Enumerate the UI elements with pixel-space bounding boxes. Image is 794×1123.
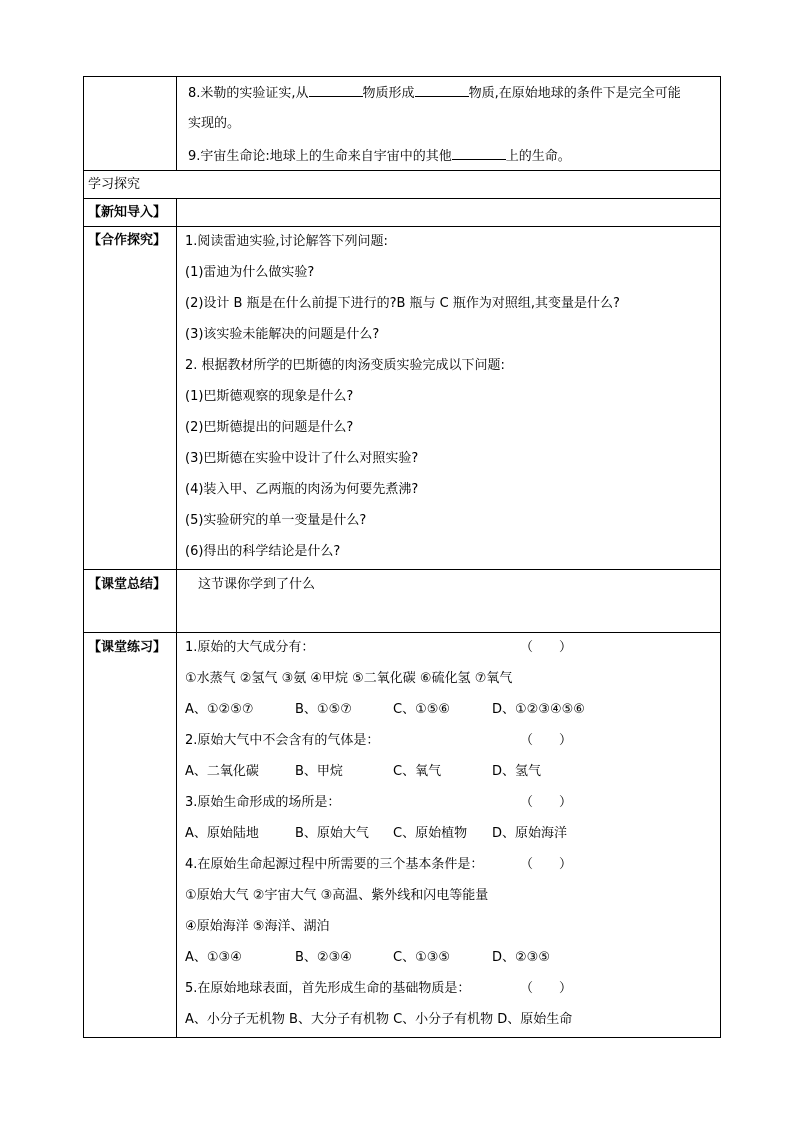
q1-stem: 1.原始的大气成分有： [185,640,315,655]
item-8-text-c: 物质,在原始地球的条件下是完全可能 [468,86,681,101]
coop-line: (1)巴斯德观察的现象是什么? [185,389,354,404]
item-8-line [188,84,681,102]
summary-text: 这节课你学到了什么 [198,577,316,592]
q5-stem: 5.在原始地球表面，首先形成生命的基础物质是： [185,981,471,996]
fill-blank [452,147,506,160]
item-8-text-b: 物质形成 [362,86,415,101]
item-9-text-a: 9.宇宙生命论:地球上的生命来自宇宙中的其他 [188,149,452,164]
answer-bracket: （ ） [520,857,573,872]
answer-bracket: （ ） [520,640,573,655]
coop-line: (3)该实验未能解决的问题是什么? [185,327,380,342]
table-line [720,76,721,1038]
q1-option-c: C、①⑤⑥ [393,702,451,717]
table-line [83,198,721,199]
coop-line: (6)得出的科学结论是什么? [185,544,341,559]
table-line [83,76,84,1038]
item-9-text-b: 上的生命。 [505,149,571,164]
fill-blank [309,84,363,97]
q2-option-c: C、氧气 [393,764,442,779]
answer-bracket: （ ） [520,733,573,748]
q3-option-d: D、原始海洋 [492,826,568,841]
q1-items: ①水蒸气 ②氢气 ③氨 ④甲烷 ⑤二氧化碳 ⑥硫化氢 ⑦氧气 [185,671,513,686]
table-line [83,76,721,77]
coop-line: (3)巴斯德在实验中设计了什么对照实验? [185,451,419,466]
label-summary: 【课堂总结】 [88,577,167,592]
label-new-intro: 【新知导入】 [88,205,167,220]
q4-items-line2: ④原始海洋 ⑤海洋、湖泊 [185,919,330,934]
q4-stem: 4.在原始生命起源过程中所需要的三个基本条件是： [185,857,484,872]
coop-line: (2)巴斯德提出的问题是什么? [185,420,354,435]
coop-line: 2. 根据教材所学的巴斯德的肉汤变质实验完成以下问题: [185,358,505,373]
q4-option-d: D、②③⑤ [492,950,550,965]
q3-stem: 3.原始生命形成的场所是： [185,795,341,810]
item-8-text-a: 8.米勒的实验证实,从 [188,86,309,101]
q4-option-b: B、②③④ [295,950,352,965]
q2-option-d: D、氢气 [492,764,542,779]
answer-bracket: （ ） [520,795,573,810]
answer-bracket: （ ） [520,981,573,996]
table-line [83,170,721,171]
q2-option-b: B、甲烷 [295,764,343,779]
q3-option-a: A、原始陆地 [185,826,259,841]
item-9-line [188,147,571,165]
table-line [83,1037,721,1038]
item-8-continuation: 实现的。 [188,116,241,131]
q1-option-d: D、①②③④⑤⑥ [492,702,585,717]
q2-option-a: A、二氧化碳 [185,764,259,779]
coop-line: (2)设计 B 瓶是在什么前提下进行的?B 瓶与 C 瓶作为对照组,其变量是什么? [185,296,620,311]
label-practice: 【课堂练习】 [88,640,167,655]
q4-option-a: A、①③④ [185,950,242,965]
table-line [83,569,721,570]
study-header: 学习探究 [88,177,141,192]
q2-stem: 2.原始大气中不会含有的气体是： [185,733,380,748]
q4-items-line1: ①原始大气 ②宇宙大气 ③高温、紫外线和闪电等能量 [185,888,489,903]
q1-option-a: A、①②⑤⑦ [185,702,254,717]
coop-line: 1.阅读雷迪实验,讨论解答下列问题: [185,234,388,249]
q5-options: A、小分子无机物 B、大分子有机物 C、小分子有机物 D、原始生命 [185,1012,573,1027]
q3-option-b: B、原始大气 [295,826,369,841]
q1-option-b: B、①⑤⑦ [295,702,352,717]
coop-line: (4)装入甲、乙两瓶的肉汤为何要先煮沸? [185,482,419,497]
table-line [83,632,721,633]
table-line [83,226,721,227]
label-coop: 【合作探究】 [88,233,167,248]
q4-option-c: C、①③⑤ [393,950,451,965]
table-line [176,198,177,1038]
coop-line: (1)雷迪为什么做实验? [185,265,315,280]
coop-line: (5)实验研究的单一变量是什么? [185,513,367,528]
fill-blank [415,84,469,97]
table-line [176,76,177,171]
q3-option-c: C、原始植物 [393,826,468,841]
